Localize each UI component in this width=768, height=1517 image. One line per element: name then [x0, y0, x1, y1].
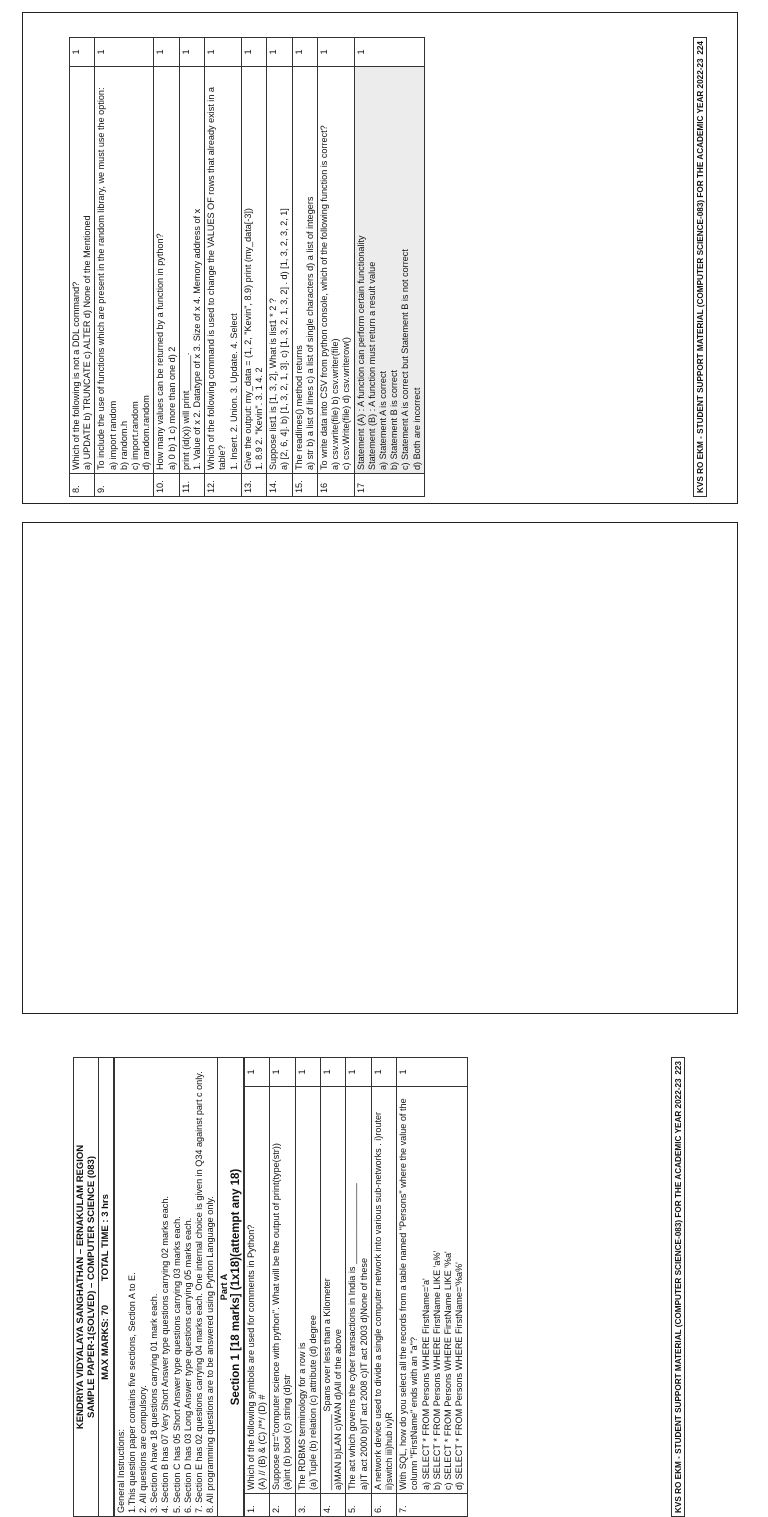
page-footer: [693, 37, 707, 497]
question-table-p223: [244, 1057, 468, 1517]
question-line: a)IT act 2000 b)IT act 2008 c)IT act 2003 d)None of these: [358, 1257, 369, 1490]
question-line: c) Statement A is correct but Statement B is not correct: [400, 249, 411, 470]
footer-text: KVS RO EKM - STUDENT SUPPORT MATERIAL (COMPUTER SCIENCE-083) FOR THE ACADEMIC YEAR 2022-23: [696, 58, 705, 493]
question-text: [154, 67, 179, 474]
question-line: How many values can be returned by a function in python?: [155, 233, 166, 470]
question-line: a) Statement A is correct: [378, 370, 389, 470]
question-line: The RDBMS terminology for a row is: [296, 1342, 307, 1490]
question-text: [244, 1087, 269, 1494]
question-mark: 1: [318, 38, 355, 67]
question-text: [292, 67, 317, 474]
question-mark: 1: [179, 38, 204, 67]
question-mark: 1: [267, 38, 292, 67]
question-line: c) SELECT * FROM Persons WHERE FirstName LIKE '%a': [443, 1251, 454, 1490]
question-line: 1. Value of x 2. Datatype of x 3. Size of x 4. Memory address of x: [192, 208, 203, 470]
question-line: a) 0 b) 1 c) more than one d) 2: [166, 346, 177, 470]
instruction-line: 5. Section C has 05 Short Answer type questions carrying 03 marks each.: [171, 1216, 182, 1513]
footer-text: KVS RO EKM - STUDENT SUPPORT MATERIAL (COMPUTER SCIENCE-083) FOR THE ACADEMIC YEAR 2022-23: [674, 1078, 683, 1513]
page-223-sheet: [22, 522, 738, 1513]
question-mark: 1: [205, 38, 242, 67]
question-text: [241, 67, 266, 474]
question-number: 1.: [244, 1494, 269, 1517]
question-text: [321, 1087, 346, 1494]
question-line: b) random.h: [118, 420, 129, 470]
exam-header: [73, 1057, 114, 1517]
question-line: Give the output: my_data = (1, 2, "Kevin", 8.9) print (my_data[-3]): [242, 208, 253, 470]
question-line: (A) // (B) & (C) /**/ (D) #: [257, 1394, 268, 1490]
question-row: [371, 1058, 396, 1517]
question-row: [295, 1058, 320, 1517]
question-line: a)MAN b)LAN c)WAN d)All of the above: [333, 1329, 344, 1490]
question-line: (a)int (b) bool (c) string (d)str: [282, 1374, 293, 1490]
total-time: TOTAL TIME : 3 hrs: [100, 1194, 112, 1282]
question-line: c) csv.Write(file) d) csv.writerow(): [341, 337, 352, 470]
question-line: d) random.random: [141, 395, 152, 470]
page-224-sheet: [22, 12, 738, 504]
instruction-line: 2. All questions are compulsory.: [138, 1385, 149, 1513]
question-mark: 1: [371, 1058, 396, 1087]
question-number: 4.: [321, 1494, 346, 1517]
instruction-line: 1.This question paper contains five sections, Section A to E.: [126, 1272, 137, 1513]
question-line: Statement (A) : A function can perform certain functionality: [355, 235, 366, 470]
part-title: Part A: [219, 1273, 230, 1301]
instruction-line: 7. Section E has 02 questions carrying 04 marks each. One internal choice is given in Q34 against part c only.: [194, 1071, 205, 1513]
question-mark: 1: [292, 38, 317, 67]
question-line: With SQL, how do you select all the records from a table named "Persons" where the value of the column "FirstName" ends with an "a"?: [398, 1098, 420, 1490]
question-text: [95, 67, 154, 474]
question-row: [267, 38, 292, 497]
instructions-table: [114, 1057, 244, 1517]
question-line: Suppose list1 is [1, 3, 2], What is list1 * 2 ?: [268, 298, 279, 470]
question-number: 12.: [205, 474, 242, 497]
question-number: 10.: [154, 474, 179, 497]
question-line: b) SELECT * FROM Persons WHERE FirstName LIKE 'a%': [431, 1250, 442, 1490]
question-mark: 1: [70, 38, 95, 67]
question-text: [267, 67, 292, 474]
page-224-content: [69, 37, 707, 497]
question-line: a) UPDATE b) TRUNCATE c) ALTER d) None of the Mentioned: [82, 215, 93, 470]
question-line: 1. Insert. 2. Union. 3. Update. 4. Select: [228, 313, 239, 470]
question-number: 2.: [270, 1494, 295, 1517]
question-line: Statement (B) : A function must return a result value: [366, 261, 377, 470]
question-line: a) import random: [107, 400, 118, 470]
question-line: _______________ Spans over less than a Kilometer: [322, 1278, 333, 1490]
question-row: [179, 38, 204, 497]
question-line: To include the use of functions which are present in the random library, we must use the option:: [96, 87, 107, 470]
instructions-block: [114, 1058, 218, 1517]
question-text: [371, 1087, 396, 1494]
page-number: 224: [696, 41, 705, 55]
question-number: 3.: [295, 1494, 320, 1517]
question-line: The act which governs the cyber transactions in India is ________________: [347, 1183, 358, 1490]
max-marks: MAX MARKS: 70: [100, 1304, 112, 1380]
question-text: [270, 1087, 295, 1494]
question-row: [292, 38, 317, 497]
question-line: a) [2, 6, 4]. b) [1, 3, 2, 1, 3]. c) [1, 3, 2, 1, 3, 2] . d) [1, 3, 2, 3, 2, 1]: [279, 208, 290, 470]
question-row: [241, 38, 266, 497]
question-text: [354, 67, 424, 474]
question-row: [346, 1058, 371, 1517]
section-title: Section 1 [18 marks] (1x18)(attempt any 18): [229, 1168, 242, 1406]
question-line: To write data into CSV from python console, which of the following function is correct?: [319, 125, 330, 470]
question-row: [321, 1058, 346, 1517]
question-mark: 1: [397, 1058, 467, 1087]
question-number: 15.: [292, 474, 317, 497]
question-text: [205, 67, 242, 474]
page-footer: [671, 1057, 685, 1517]
question-row: [95, 38, 154, 497]
instruction-line: 8. All programming questions are to be answered using Python Language only.: [205, 1196, 216, 1513]
question-mark: 1: [346, 1058, 371, 1087]
question-line: a) csv.write(file) b) csv.writer(file): [330, 338, 341, 470]
question-text: [397, 1087, 467, 1494]
question-row: [397, 1058, 467, 1517]
question-row: [244, 1058, 269, 1517]
question-line: The readlines() method returns: [293, 345, 304, 470]
question-number: 17: [354, 474, 424, 497]
question-number: 16: [318, 474, 355, 497]
question-mark: 1: [244, 1058, 269, 1087]
question-line: Which of the following is not a DDL command?: [71, 281, 81, 470]
question-text: [346, 1087, 371, 1494]
question-line: a) SELECT * FROM Persons WHERE FirstName='a': [420, 1278, 431, 1490]
question-number: 14.: [267, 474, 292, 497]
question-mark: 1: [321, 1058, 346, 1087]
question-line: d) SELECT * FROM Persons WHERE FirstName='%a%': [454, 1262, 465, 1490]
question-number: 11.: [179, 474, 204, 497]
question-mark: 1: [295, 1058, 320, 1087]
question-number: 5.: [346, 1494, 371, 1517]
question-row: [70, 38, 95, 497]
question-text: [179, 67, 204, 474]
marks-bar: [99, 1058, 113, 1517]
page-number: 223: [674, 1061, 683, 1075]
question-mark: 1: [241, 38, 266, 67]
question-number: 7.: [397, 1494, 467, 1517]
question-row: [270, 1058, 295, 1517]
question-line: Suppose str="computer science with python". What will be the output of print(type(str)): [271, 1143, 282, 1490]
instruction-line: General Instructions:: [115, 1429, 126, 1513]
question-row: [154, 38, 179, 497]
question-mark: 1: [95, 38, 154, 67]
question-text: [318, 67, 355, 474]
question-text: [70, 67, 95, 474]
page-223-content: [73, 1057, 685, 1517]
question-line: Which of the following symbols are used for comments in Python?: [245, 1224, 256, 1490]
question-line: A network device used to divide a single computer network into various sub-networks . i)router ii)switch iii)hub iv)R: [372, 1111, 395, 1490]
question-mark: 1: [154, 38, 179, 67]
question-row: [205, 38, 242, 497]
question-text: [295, 1087, 320, 1494]
question-line: print (id(x)) will print_______.: [180, 352, 191, 470]
question-number: 9.: [95, 474, 154, 497]
question-line: b) Statement B is correct: [389, 369, 400, 470]
question-line: (a) Tuple (b) relation (c) attribute (d) degree: [307, 1315, 318, 1490]
question-line: 1. 8.9 2. "Kevin". 3. 1 4. 2: [254, 367, 265, 470]
question-line: c) import.random: [130, 401, 141, 470]
instruction-line: 4. Section B has 07 Very Short Answer type questions carrying 02 marks each.: [160, 1196, 171, 1513]
question-mark: 1: [270, 1058, 295, 1087]
question-number: 13.: [241, 474, 266, 497]
question-line: d) Both are incorrect: [411, 387, 422, 470]
question-table-p224: [69, 37, 425, 497]
header-line-1: KENDRIYA VIDYALAYA SANGHATHAN – ERNAKULAM REGION: [75, 1144, 86, 1430]
question-number: 8.: [70, 474, 95, 497]
question-row: [354, 38, 424, 497]
instruction-line: 3. Section A have 18 questions carrying 01 mark each.: [149, 1293, 160, 1513]
instruction-line: 6. Section D has 03 Long Answer type questions carrying 05 marks each.: [182, 1217, 193, 1513]
question-line: Which of the following command is used to change the VALUES OF rows that already exist in a table?: [206, 87, 228, 470]
question-line: a) str b) a list of lines c) a list of single characters d) a list of integers: [304, 196, 315, 470]
question-number: 6.: [371, 1494, 396, 1517]
question-mark: 1: [354, 38, 424, 67]
question-row: [318, 38, 355, 497]
header-line-2: SAMPLE PAPER-1(SOLVED) – COMPUTER SCIENCE (083): [86, 1156, 98, 1418]
